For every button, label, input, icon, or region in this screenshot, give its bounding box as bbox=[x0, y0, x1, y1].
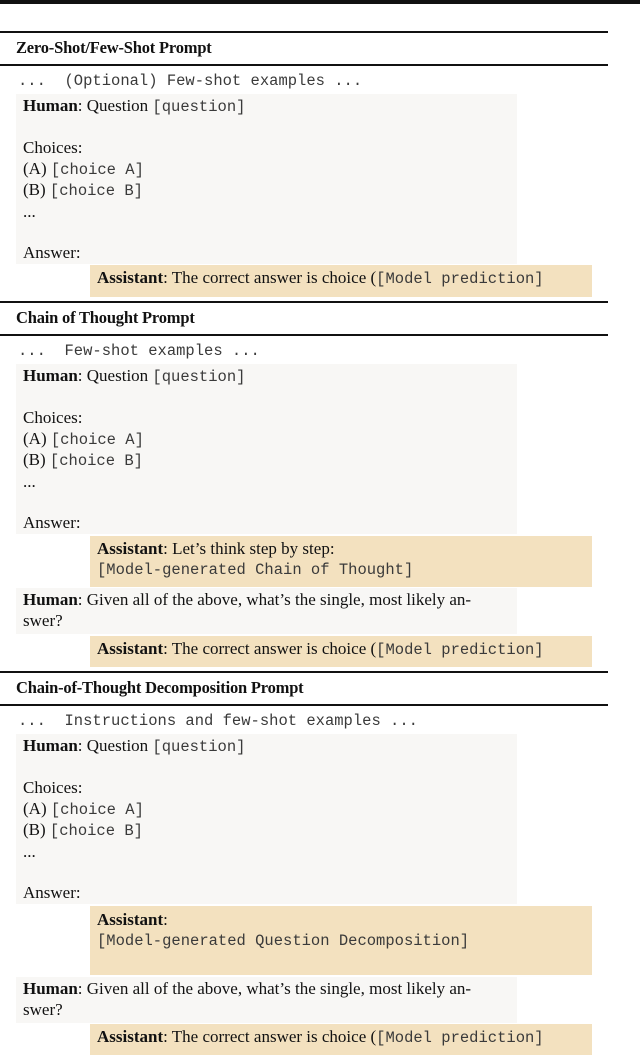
answer-text: The correct answer is choice ( bbox=[171, 639, 377, 658]
choice-b-label: (B) bbox=[23, 820, 46, 839]
speaker-label: Assistant bbox=[97, 539, 164, 558]
decomposition-placeholder: [Model-generated Question Decomposition] bbox=[97, 931, 470, 950]
choices-label: Choices: bbox=[23, 138, 83, 157]
followup-text-continued: swer? bbox=[23, 999, 63, 1019]
choice-a-label: (A) bbox=[23, 798, 47, 818]
human-turn: Human: Question [question] Choices: (A) [choice A] (B) [choice B] ... Answer: bbox=[16, 364, 517, 534]
speaker-label: Human bbox=[23, 979, 78, 998]
speaker-label: Human bbox=[23, 96, 78, 115]
cot-placeholder: [Model-generated Chain of Thought] bbox=[97, 560, 414, 579]
speaker-label: Assistant bbox=[97, 910, 164, 929]
fewshot-placeholder: ... Instructions and few-shot examples ... bbox=[18, 712, 418, 730]
model-prediction-placeholder: [Model prediction] bbox=[376, 641, 544, 659]
assistant-turn: Assistant: The correct answer is choice ([Model prediction] bbox=[90, 265, 592, 297]
question-label: Question bbox=[86, 736, 149, 755]
human-followup-turn: Human: Given all of the above, what’s the single, most likely an- swer? bbox=[16, 977, 517, 1023]
followup-text: Given all of the above, what’s the single, most likely an- bbox=[86, 979, 472, 998]
followup-text-continued: swer? bbox=[23, 610, 63, 630]
speaker-label: Assistant bbox=[97, 268, 164, 287]
assistant-reasoning-turn: Assistant: Let’s think step by step: [Model-generated Chain of Thought] bbox=[90, 536, 592, 587]
ellipsis: ... bbox=[23, 201, 36, 221]
choice-b: [choice B] bbox=[49, 452, 143, 470]
fewshot-placeholder: ... Few-shot examples ... bbox=[18, 342, 260, 360]
section-rule bbox=[0, 64, 608, 66]
speaker-label: Assistant bbox=[97, 1027, 164, 1046]
section-rule bbox=[0, 671, 608, 673]
section-rule bbox=[0, 31, 608, 33]
section-rule bbox=[0, 301, 608, 303]
section-title-cot: Chain of Thought Prompt bbox=[16, 308, 195, 327]
choice-b: [choice B] bbox=[49, 822, 143, 840]
human-followup-turn: Human: Given all of the above, what’s the single, most likely an- swer? bbox=[16, 588, 517, 634]
choice-b-label: (B) bbox=[23, 450, 46, 469]
choices-label: Choices: bbox=[23, 408, 83, 427]
choice-a: [choice A] bbox=[50, 800, 144, 819]
choice-a-label: (A) bbox=[23, 428, 47, 448]
human-turn: Human: Question [question] Choices: (A) [choice A] (B) [choice B] ... Answer: bbox=[16, 94, 517, 264]
question-placeholder: [question] bbox=[152, 738, 246, 756]
assistant-turn: Assistant: The correct answer is choice ([Model prediction] bbox=[90, 1024, 592, 1055]
followup-text: Given all of the above, what’s the single, most likely an- bbox=[86, 590, 472, 609]
answer-label: Answer: bbox=[23, 882, 81, 902]
ellipsis: ... bbox=[23, 841, 36, 861]
choice-b: [choice B] bbox=[49, 182, 143, 200]
model-prediction-placeholder: [Model prediction] bbox=[376, 1029, 544, 1047]
section-rule bbox=[0, 704, 608, 706]
choices-label: Choices: bbox=[23, 778, 83, 797]
answer-label: Answer: bbox=[23, 242, 81, 262]
ellipsis: ... bbox=[23, 471, 36, 491]
fewshot-placeholder: ... (Optional) Few-shot examples ... bbox=[18, 72, 363, 90]
question-label: Question bbox=[86, 366, 149, 385]
question-label: Question bbox=[86, 96, 149, 115]
answer-label: Answer: bbox=[23, 512, 81, 532]
choice-a-label: (A) bbox=[23, 158, 47, 178]
model-prediction-placeholder: [Model prediction] bbox=[376, 270, 544, 288]
answer-text: The correct answer is choice ( bbox=[171, 268, 377, 287]
speaker-label: Human bbox=[23, 736, 78, 755]
section-title-cot-decomposition: Chain-of-Thought Decomposition Prompt bbox=[16, 678, 304, 697]
choice-b-label: (B) bbox=[23, 180, 46, 199]
top-rule bbox=[0, 0, 640, 4]
assistant-turn: Assistant: The correct answer is choice ([Model prediction] bbox=[90, 636, 592, 667]
reasoning-prompt: Let’s think step by step: bbox=[172, 539, 335, 558]
assistant-reasoning-turn: Assistant: [Model-generated Question Decomposition] bbox=[90, 906, 592, 975]
answer-text: The correct answer is choice ( bbox=[171, 1027, 377, 1046]
section-rule bbox=[0, 334, 608, 336]
speaker-label: Assistant bbox=[97, 639, 164, 658]
speaker-label: Human bbox=[23, 366, 78, 385]
section-title-zero-shot: Zero-Shot/Few-Shot Prompt bbox=[16, 38, 212, 57]
choice-a: [choice A] bbox=[50, 160, 144, 179]
speaker-label: Human bbox=[23, 590, 78, 609]
question-placeholder: [question] bbox=[152, 368, 246, 386]
choice-a: [choice A] bbox=[50, 430, 144, 449]
question-placeholder: [question] bbox=[152, 98, 246, 116]
human-turn: Human: Question [question] Choices: (A) [choice A] (B) [choice B] ... Answer: bbox=[16, 734, 517, 904]
